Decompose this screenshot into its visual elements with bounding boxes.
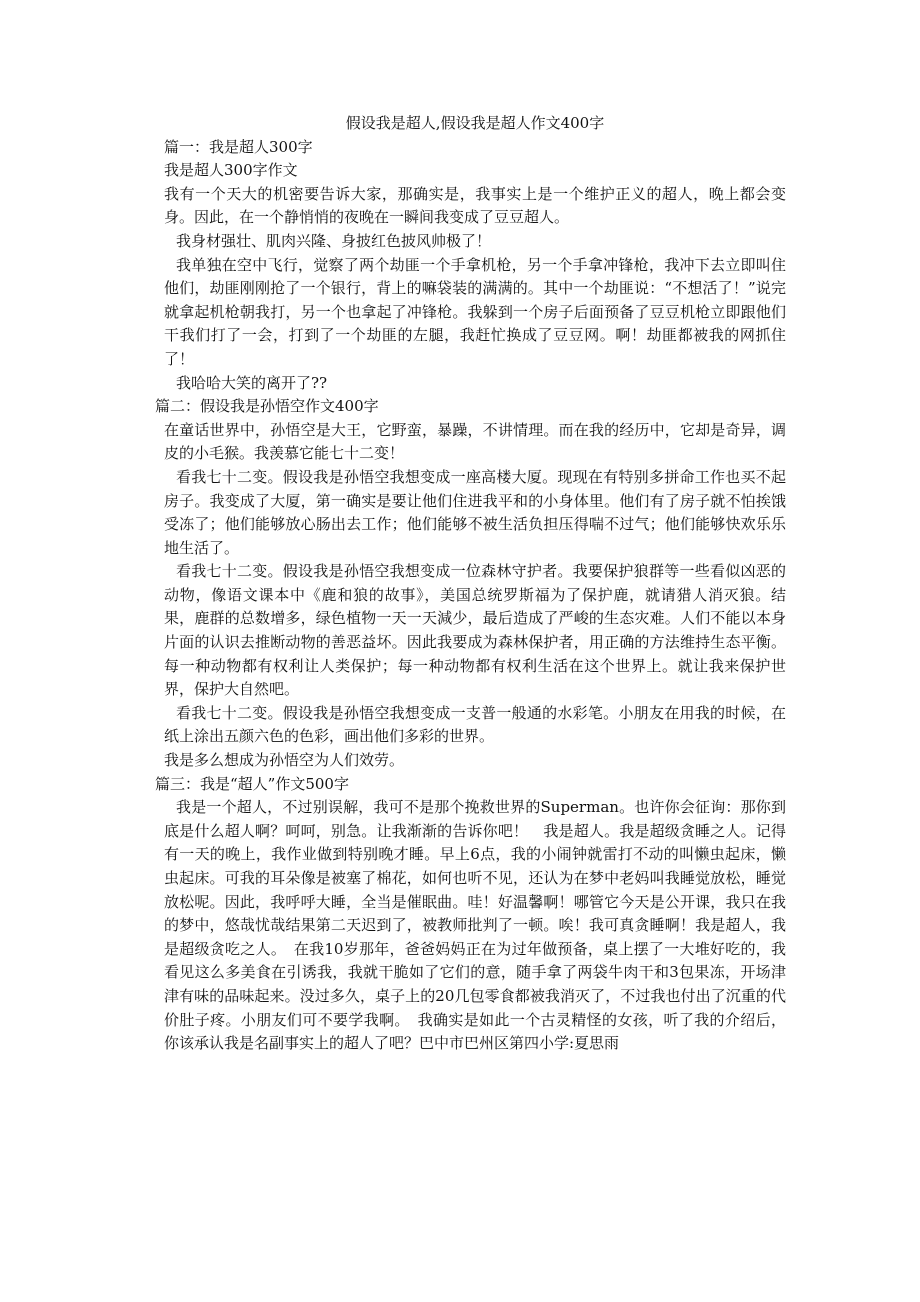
paragraph: 篇二：假设我是孙悟空作文400字 — [155, 397, 379, 416]
paragraph: 在童话世界中，孙悟空是大王，它野蛮，暴躁，不讲情理。而在我的经历中，它却是奇异，调皮的小毛猴。我羡慕它能七十二变！ — [164, 420, 786, 463]
document-title: 假设我是超人,假设我是超人作文400字 — [345, 114, 605, 132]
paragraph: 我是超人300字作文 — [164, 161, 298, 180]
paragraph: 我是一个超人，不过别误解，我可不是那个挽救世界的Superman。也许你会征询：那你到底是什么超人啊？呵呵，别急。让我渐渐的告诉你吧！ 我是超人。我是超级贪睡之人。记得有一天的晚上，我作业做到特别晚才睡。早上6点，我的小闹钟就雷打不动的叫懒虫起床，懒虫起床。可我的耳朵像是被塞了棉花，如何也听不见，还认为在梦中老妈叫我睡觉放松，睡觉放松呢。因此，我呼呼大睡，全当是催眠曲。哇！好温馨啊！哪管它今天是公开课，我只在我的梦中，悠哉忧哉结果第二天迟到了，被教师批判了一顿。唉！我可真贪睡啊！我是超人，我是超级贪吃之人。 在我10岁那年，爸爸妈妈正在为过年做预备，桌上摆了一大堆好吃的，我看见这么多美食在引诱我，我就干脆如了它们的意，随手拿了两袋牛肉干和3包果冻，开场津津有味的品味起来。没过多久，桌子上的20几包零食都被我消灭了，不过我也付出了沉重的代价肚子疼。小朋友们可不要学我啊。 我确实是如此一个古灵精怪的女孩，听了我的介绍后，你该承认我是名副事实上的超人了吧？巴中市巴州区第四小学:夏思雨 — [164, 798, 786, 1053]
paragraph: 看我七十二变。假设我是孙悟空我想变成一支普一般通的水彩笔。小朋友在用我的时候，在纸上涂出五颜六色的色彩，画出他们多彩的世界。 — [164, 703, 786, 746]
document-body — [155, 136, 786, 1056]
paragraph: 篇一：我是超人300字 — [164, 137, 313, 156]
paragraph: 我身材强壮、肌肉兴隆、身披红色披风帅极了！ — [176, 231, 492, 250]
paragraph: 篇三：我是“超人”作文500字 — [155, 774, 349, 793]
document-page — [155, 112, 786, 1056]
paragraph: 看我七十二变。假设我是孙悟空我想变成一位森林守护者。我要保护狼群等一些看似凶恶的动物，像语文课本中《鹿和狼的故事》，美国总统罗斯福为了保护鹿，就请猎人消灭狼。结果，鹿群的总数增多，绿色植物一天一天減少，最后造成了严峻的生态灾难。人们不能以本身片面的认识去推断动物的善恶益坏。因此我要成为森林保护者，用正确的方法维持生态平衡。每一种动物都有权利让人类保护；每一种动物都有权利生活在这个世界上。就让我来保护世界，保护大自然吧。 — [164, 562, 786, 699]
paragraph: 我单独在空中飞行，觉察了两个劫匪一个手拿机枪，另一个手拿冲锋枪，我冲下去立即叫住他们，劫匪刚刚抢了一个银行，背上的嘛袋装的满满的。其中一个劫匪说：“不想活了！”说完就拿起机枪朝我打，另一个也拿起了冲锋枪。我躲到一个房子后面预备了豆豆机枪立即跟他们干我们打了一会，打到了一个劫匪的左腿，我赶忙换成了豆豆网。啊！劫匪都被我的网抓住了！ — [164, 255, 786, 368]
paragraph: 看我七十二变。假设我是孙悟空我想变成一座高楼大厦。现现在有特别多拼命工作也买不起房子。我变成了大厦，第一确实是要让他们住进我平和的小身体里。他们有了房子就不怕挨饿受冻了；他们能够放心肠出去工作；他们能够不被生活负担压得喘不过气；他们能够快欢乐乐地生活了。 — [164, 467, 786, 557]
paragraph: 我哈哈大笑的离开了?? — [176, 373, 328, 392]
paragraph: 我是多么想成为孙悟空为人们效劳。 — [164, 751, 405, 770]
paragraph: 我有一个天大的机密要告诉大家，那确实是，我事实上是一个维护正义的超人，晚上都会变身。因此，在一个静悄悄的夜晚在一瞬间我变成了豆豆超人。 — [164, 184, 786, 227]
